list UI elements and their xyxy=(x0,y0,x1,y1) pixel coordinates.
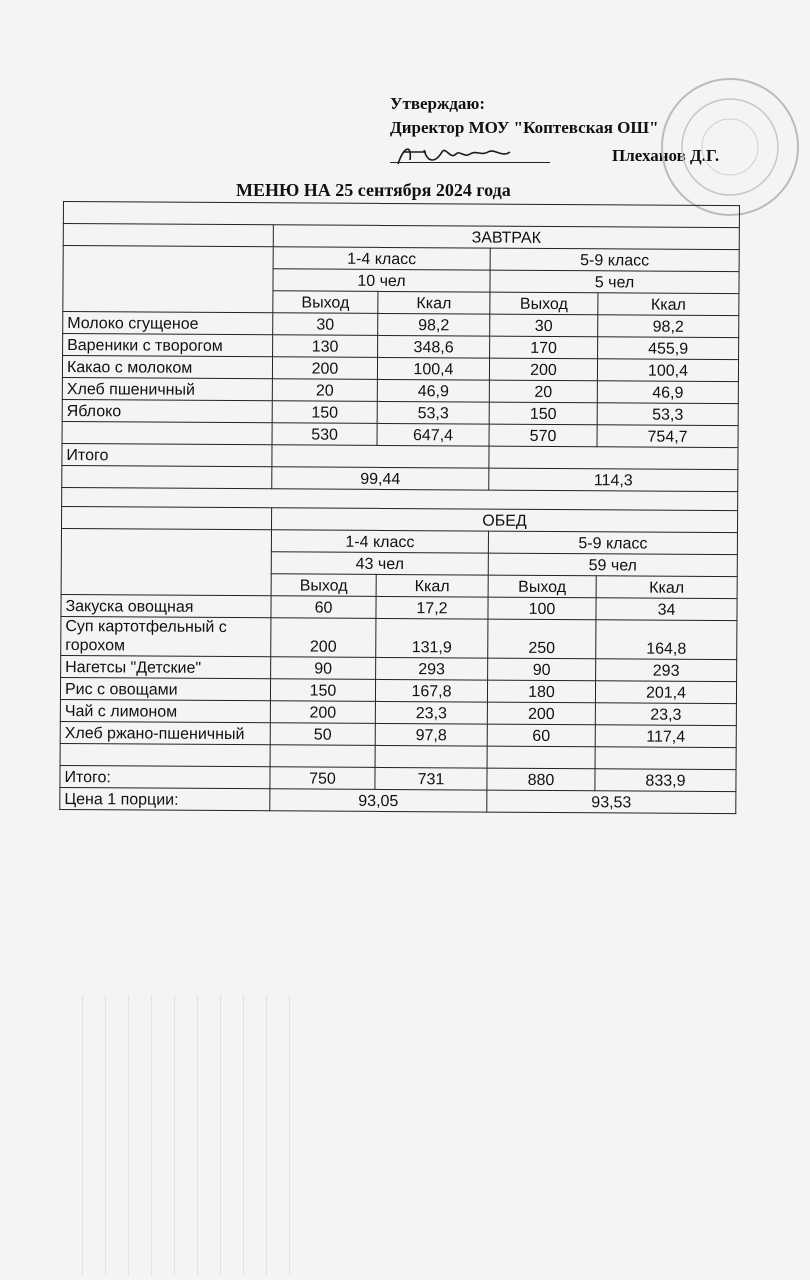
director-title: Директор МОУ "Коптевская ОШ" xyxy=(390,118,659,137)
lunch-total-label: Итого: xyxy=(60,765,270,788)
output-group2: 100 xyxy=(488,597,596,620)
output-group2: 170 xyxy=(490,336,598,359)
lunch-price-group2: 93,53 xyxy=(487,790,736,814)
output-group1: 90 xyxy=(271,657,376,680)
kcal-group1: 100,4 xyxy=(377,357,489,380)
output-group2: 60 xyxy=(487,724,595,747)
dish-name: Чай с лимоном xyxy=(60,699,270,722)
output-group1: 130 xyxy=(273,335,378,358)
output-group1: 530 xyxy=(272,423,377,446)
scan-artifact xyxy=(60,995,300,1275)
empty-cell xyxy=(63,246,273,313)
output-group1: 50 xyxy=(270,723,375,746)
menu-table-wrapper xyxy=(59,201,739,814)
kcal-group2: 100,4 xyxy=(597,359,738,382)
output-group1: 200 xyxy=(272,357,377,380)
empty-cell xyxy=(487,746,595,769)
breakfast-group1-label: 1-4 класс xyxy=(273,247,490,270)
kcal-group2: 23,3 xyxy=(595,703,736,726)
column-output: Выход xyxy=(271,574,376,597)
lunch-rows xyxy=(60,594,737,747)
lunch-total-kcal1: 731 xyxy=(375,767,487,790)
output-group1: 20 xyxy=(272,379,377,402)
empty-cell xyxy=(272,445,489,468)
breakfast-price-group2: 114,3 xyxy=(489,468,738,492)
menu-row xyxy=(61,616,737,659)
kcal-group1: 293 xyxy=(376,657,488,680)
output-group2: 570 xyxy=(489,424,597,447)
lunch-total-kcal2: 833,9 xyxy=(595,769,736,792)
output-group2: 20 xyxy=(489,380,597,403)
breakfast-group2-count: 5 чел xyxy=(490,270,739,294)
breakfast-section-title: ЗАВТРАК xyxy=(273,225,739,250)
column-kcal: Ккал xyxy=(378,291,490,314)
output-group2: 30 xyxy=(490,314,598,337)
kcal-group1: 647,4 xyxy=(377,423,489,446)
lunch-total-output2: 880 xyxy=(487,768,595,791)
kcal-group2: 98,2 xyxy=(598,315,739,338)
dish-name xyxy=(62,421,272,444)
lunch-group1-label: 1-4 класс xyxy=(271,530,488,553)
output-group1: 200 xyxy=(270,701,375,724)
lunch-group-row xyxy=(61,528,737,554)
dish-name: Рис с овощами xyxy=(60,677,270,700)
menu-table xyxy=(59,201,740,814)
menu-title: МЕНЮ НА 25 сентября 2024 года xyxy=(236,180,511,200)
breakfast-group1-count: 10 чел xyxy=(273,269,490,292)
lunch-price-row xyxy=(60,787,736,813)
output-group1: 150 xyxy=(272,401,377,424)
empty-cell xyxy=(270,745,375,768)
dish-name: Хлеб пшеничный xyxy=(62,377,272,400)
column-kcal: Ккал xyxy=(598,293,739,316)
empty-cell xyxy=(489,446,738,470)
dish-name: Яблоко xyxy=(62,399,272,422)
output-group1: 150 xyxy=(270,679,375,702)
lunch-total-output1: 750 xyxy=(270,767,375,790)
kcal-group1: 98,2 xyxy=(378,313,490,336)
output-group1: 30 xyxy=(273,313,378,336)
kcal-group2: 201,4 xyxy=(595,681,736,704)
kcal-group2: 117,4 xyxy=(595,725,736,748)
kcal-group1: 46,9 xyxy=(377,379,489,402)
output-group2: 150 xyxy=(489,402,597,425)
dish-name: Хлеб ржано-пшеничный xyxy=(60,721,270,744)
output-group2: 250 xyxy=(488,619,596,659)
lunch-group2-count: 59 чел xyxy=(488,553,737,577)
kcal-group2: 46,9 xyxy=(597,381,738,404)
column-kcal: Ккал xyxy=(596,576,737,599)
dish-name: Суп картотфельный с горохом xyxy=(61,616,271,656)
signature-image xyxy=(390,140,550,170)
lunch-group1-count: 43 чел xyxy=(271,552,488,575)
signature-line xyxy=(390,162,550,163)
output-group1: 200 xyxy=(271,618,376,658)
kcal-group2: 34 xyxy=(596,598,737,621)
output-group2: 200 xyxy=(489,358,597,381)
kcal-group1: 131,9 xyxy=(376,618,488,658)
empty-cell xyxy=(61,528,271,595)
kcal-group1: 167,8 xyxy=(375,679,487,702)
kcal-group1: 53,3 xyxy=(377,401,489,424)
lunch-price-label: Цена 1 порции: xyxy=(60,787,270,810)
output-group1: 60 xyxy=(271,596,376,619)
lunch-section-title: ОБЕД xyxy=(271,508,737,533)
dish-name: Какао с молоком xyxy=(62,356,272,379)
output-group2: 90 xyxy=(488,658,596,681)
empty-cell xyxy=(375,745,487,768)
breakfast-group-row xyxy=(63,246,739,272)
stamp-seal xyxy=(655,72,805,222)
kcal-group2: 164,8 xyxy=(596,620,737,660)
dish-name: Молоко сгущеное xyxy=(63,312,273,335)
lunch-group2-label: 5-9 класс xyxy=(488,531,737,555)
breakfast-rows xyxy=(62,312,739,448)
output-group2: 180 xyxy=(487,680,595,703)
kcal-group2: 293 xyxy=(596,659,737,682)
kcal-group1: 348,6 xyxy=(378,335,490,358)
lunch-price-group1: 93,05 xyxy=(270,789,487,812)
breakfast-price-group1: 99,44 xyxy=(272,467,489,490)
kcal-group1: 17,2 xyxy=(376,596,488,619)
empty-cell xyxy=(62,465,272,488)
empty-cell xyxy=(60,743,270,766)
kcal-group1: 97,8 xyxy=(375,723,487,746)
column-output: Выход xyxy=(490,292,598,315)
breakfast-group2-label: 5-9 класс xyxy=(490,248,739,272)
breakfast-total-label: Итого xyxy=(62,443,272,466)
kcal-group2: 53,3 xyxy=(597,403,738,426)
kcal-group1: 23,3 xyxy=(375,701,487,724)
output-group2: 200 xyxy=(487,702,595,725)
column-output: Выход xyxy=(273,291,378,314)
empty-cell xyxy=(63,224,273,247)
empty-cell xyxy=(61,506,271,529)
director-name: Плеханов Д.Г. xyxy=(612,146,720,165)
dish-name: Вареники с творогом xyxy=(63,334,273,357)
kcal-group2: 455,9 xyxy=(598,337,739,360)
kcal-group2: 754,7 xyxy=(597,425,738,448)
empty-cell xyxy=(595,747,736,770)
column-output: Выход xyxy=(488,575,596,598)
dish-name: Нагетсы "Детские" xyxy=(61,655,271,678)
dish-name: Закуска овощная xyxy=(61,594,271,617)
approval-line: Утверждаю: xyxy=(390,94,486,113)
column-kcal: Ккал xyxy=(376,574,488,597)
